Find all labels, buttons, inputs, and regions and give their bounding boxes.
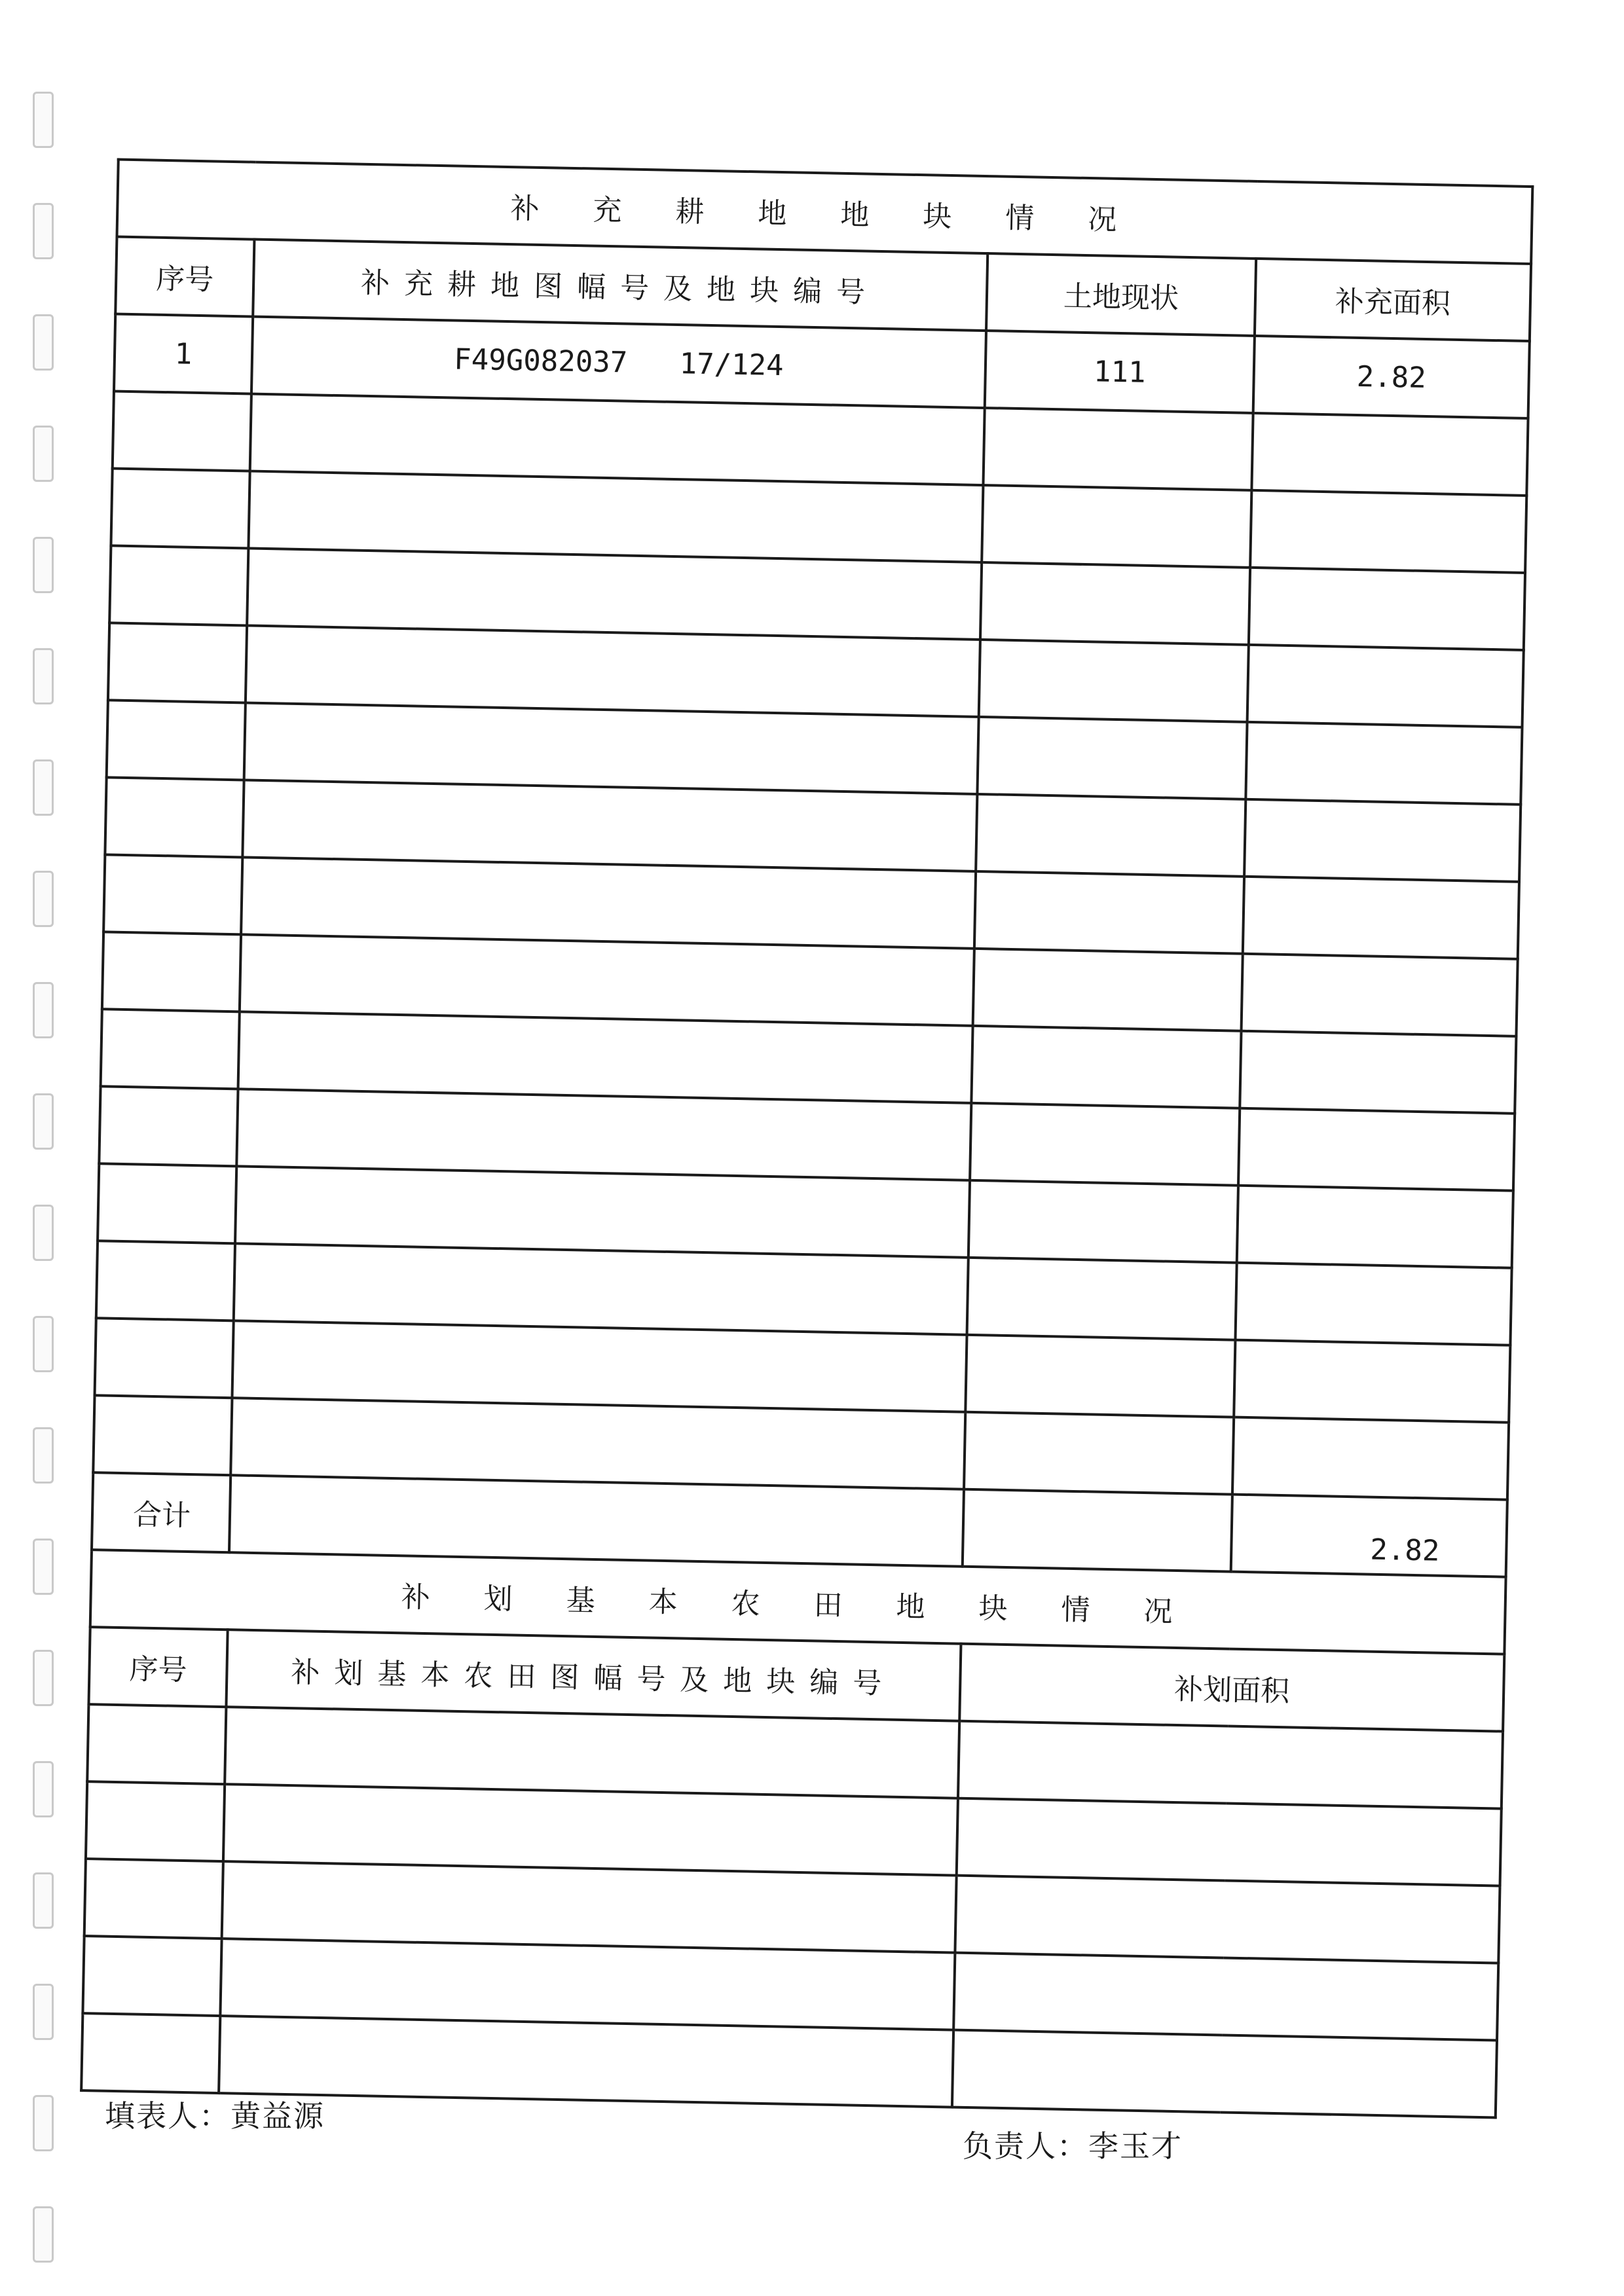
cell-area bbox=[953, 1953, 1498, 2041]
header-land-status: 土地现状 bbox=[986, 253, 1256, 336]
cell-land-status bbox=[970, 1103, 1240, 1186]
total-label: 合计 bbox=[92, 1472, 231, 1552]
binding-hole bbox=[33, 1205, 54, 1261]
cell-seq bbox=[107, 700, 246, 780]
binding-hole bbox=[33, 92, 54, 148]
binding-hole bbox=[33, 1093, 54, 1150]
cell-area bbox=[1235, 1263, 1511, 1345]
cell-area bbox=[1243, 877, 1519, 959]
cell-seq bbox=[83, 1936, 221, 2016]
binding-hole bbox=[33, 426, 54, 482]
cell-seq bbox=[84, 1859, 223, 1939]
cell-area bbox=[1244, 799, 1521, 882]
cell-seq bbox=[111, 468, 249, 548]
binding-hole bbox=[33, 537, 54, 593]
cell-map-plot-no bbox=[247, 549, 982, 640]
cell-area: 2.82 bbox=[1253, 336, 1530, 418]
cell-land-status bbox=[976, 794, 1246, 877]
cell-area bbox=[957, 1798, 1502, 1886]
cell-seq bbox=[93, 1395, 232, 1475]
cell-area bbox=[952, 2030, 1497, 2118]
cell-area bbox=[1242, 954, 1518, 1036]
binding-hole bbox=[33, 1650, 54, 1706]
header-area: 补划面积 bbox=[959, 1644, 1504, 1732]
cell-area bbox=[1232, 1417, 1509, 1500]
cell-area bbox=[1234, 1340, 1510, 1423]
cell-land-status bbox=[974, 871, 1244, 954]
cell-land-status bbox=[980, 562, 1250, 645]
cell-land-status bbox=[983, 408, 1253, 490]
cell-map-plot-no: F49G082037 17/124 bbox=[251, 317, 986, 408]
cell-area bbox=[1250, 490, 1526, 573]
header-area: 补充面积 bbox=[1255, 259, 1531, 341]
cell-map-plot-no bbox=[229, 1475, 964, 1566]
cell-land-status bbox=[969, 1180, 1238, 1263]
header-map-plot-no: 补充耕地图幅号及地块编号 bbox=[253, 240, 987, 331]
cell-seq bbox=[113, 392, 251, 471]
cell-map-plot-no bbox=[244, 702, 979, 793]
cultivated-section-title: 补 充 耕 地 地 块 情 况 bbox=[117, 160, 1532, 264]
cell-area bbox=[1247, 645, 1524, 727]
binding-hole bbox=[33, 2206, 54, 2263]
binding-hole bbox=[33, 871, 54, 927]
cell-map-plot-no bbox=[242, 780, 977, 871]
cell-land-status bbox=[977, 717, 1247, 799]
cell-land-status bbox=[965, 1335, 1235, 1417]
cell-area bbox=[1251, 413, 1528, 496]
cell-land-status bbox=[973, 949, 1243, 1031]
cell-map-plot-no bbox=[234, 1243, 969, 1334]
cell-map-plot-no bbox=[219, 2016, 953, 2107]
header-map-plot-no: 补划基本农田图幅号及地块编号 bbox=[226, 1630, 961, 1721]
binding-hole bbox=[33, 648, 54, 704]
cell-seq bbox=[109, 545, 248, 625]
binding-hole bbox=[33, 1316, 54, 1372]
cell-seq bbox=[102, 932, 241, 1011]
cell-seq bbox=[81, 2013, 220, 2093]
cell-area bbox=[1237, 1186, 1513, 1268]
cell-map-plot-no bbox=[240, 934, 974, 1025]
total-area: 2.82 bbox=[1231, 1495, 1507, 1577]
cell-map-plot-no bbox=[248, 471, 983, 562]
cell-land-status bbox=[964, 1412, 1234, 1495]
cell-land-status bbox=[979, 640, 1249, 722]
cell-area bbox=[1240, 1031, 1516, 1114]
responsible-signature: 负责人：李玉才 bbox=[963, 2128, 1183, 2164]
binding-hole bbox=[33, 314, 54, 371]
cell-seq bbox=[96, 1241, 235, 1321]
land-plot-form bbox=[80, 158, 1534, 2119]
cell-map-plot-no bbox=[238, 1011, 973, 1102]
cell-land-status bbox=[963, 1489, 1232, 1572]
cell-land-status bbox=[982, 485, 1251, 568]
binding-hole bbox=[33, 1872, 54, 1929]
cell-map-plot-no bbox=[232, 1321, 967, 1412]
cell-land-status bbox=[967, 1258, 1237, 1340]
cell-map-plot-no bbox=[235, 1166, 970, 1257]
cell-map-plot-no bbox=[246, 625, 980, 716]
cell-seq bbox=[103, 854, 242, 934]
binding-hole bbox=[33, 1427, 54, 1484]
cell-map-plot-no bbox=[250, 394, 985, 485]
cell-area bbox=[955, 1876, 1500, 1963]
binding-hole bbox=[33, 982, 54, 1038]
binding-hole bbox=[33, 2095, 54, 2151]
cell-area bbox=[1249, 568, 1525, 650]
binding-hole bbox=[33, 759, 54, 816]
cell-seq bbox=[95, 1318, 234, 1398]
cell-seq: 1 bbox=[114, 314, 253, 394]
cell-seq bbox=[101, 1009, 240, 1089]
cell-map-plot-no bbox=[223, 1784, 958, 1875]
cell-seq bbox=[99, 1086, 238, 1166]
cell-map-plot-no bbox=[220, 1939, 955, 2030]
binding-hole bbox=[33, 1539, 54, 1595]
cell-area bbox=[1238, 1108, 1515, 1191]
cell-map-plot-no bbox=[236, 1089, 971, 1180]
cell-seq bbox=[87, 1704, 226, 1784]
cell-seq bbox=[98, 1163, 236, 1243]
cell-map-plot-no bbox=[241, 857, 976, 948]
header-seq: 序号 bbox=[88, 1627, 227, 1707]
cell-land-status: 111 bbox=[985, 331, 1255, 413]
cell-area bbox=[1246, 722, 1522, 805]
cell-seq bbox=[86, 1781, 225, 1861]
cell-seq bbox=[108, 623, 247, 702]
binding-hole bbox=[33, 203, 54, 259]
filler-signature: 填表人：黄益源 bbox=[105, 2098, 325, 2134]
cell-map-plot-no bbox=[231, 1398, 965, 1489]
cell-map-plot-no bbox=[225, 1707, 959, 1798]
cell-land-status bbox=[971, 1026, 1241, 1108]
binding-hole bbox=[33, 1984, 54, 2040]
cell-area bbox=[958, 1721, 1503, 1809]
cell-seq bbox=[105, 777, 244, 857]
farmland-section-title: 补 划 基 本 农 田 地 块 情 况 bbox=[90, 1550, 1506, 1654]
header-seq: 序号 bbox=[115, 237, 254, 317]
form-sheet bbox=[80, 158, 1532, 2136]
cell-map-plot-no bbox=[222, 1861, 957, 1952]
binding-hole bbox=[33, 1761, 54, 1817]
